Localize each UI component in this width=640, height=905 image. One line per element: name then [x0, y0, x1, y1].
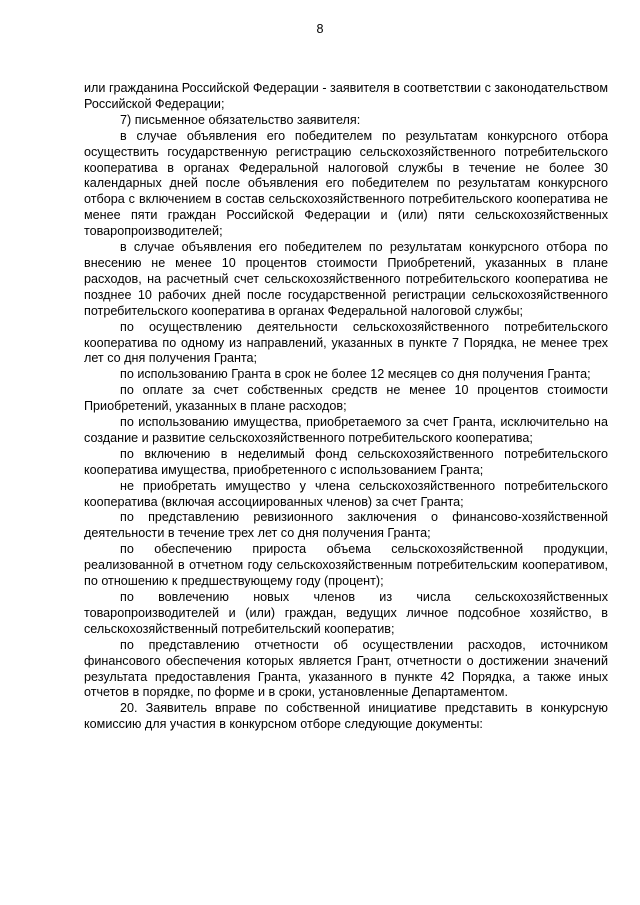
paragraph: 7) письменное обязательство заявителя:: [120, 112, 361, 127]
paragraph: по вовлечению новых членов из числа сельскохозяйственных товаропроизводителей и (или) граждан, ведущих личное подсобное хозяйство, в сельскохозяйственный потребительский кооператив;: [84, 590, 608, 636]
paragraph: по оплате за счет собственных средств не менее 10 процентов стоимости Приобретений, указанных в плане расходов;: [84, 383, 608, 414]
paragraph: по обеспечению прироста объема сельскохозяйственной продукции, реализованной в отчетном году сельскохозяйственным потребительским кооперативом, по отношению к предшествующему году (процент);: [84, 542, 608, 589]
paragraph: по использованию имущества, приобретаемого за счет Гранта, исключительно на создание и развитие сельскохозяйственного потребительского кооператива;: [84, 415, 608, 445]
document-body: [84, 81, 608, 733]
page-number: 8: [316, 22, 324, 36]
paragraph: по представлению отчетности об осуществлении расходов, источником финансового обеспечения которых является Грант, отчетности о достижении значений результата предоставления Гранта, указанного в пункте 42 Порядка, а также иных отчетов в порядке, по форме и в сроки, установленные Департаментом.: [84, 637, 608, 700]
paragraph: или гражданина Российской Федерации - заявителя в соответствии с законодательством Российской Федерации;: [84, 81, 608, 111]
paragraph: по включению в неделимый фонд сельскохозяйственного потребительского кооператива имущества, приобретенного с использованием Гранта;: [84, 446, 608, 477]
paragraph: по использованию Гранта в срок не более 12 месяцев со дня получения Гранта;: [120, 367, 591, 382]
paragraph: в случае объявления его победителем по результатам конкурсного отбора по внесению не менее 10 процентов стоимости Приобретений, указанных в плане расходов, на расчетный счет сельскохозяйственного потребительского кооператива не позднее 10 рабочих дней после государственной регистрации сельскохозяйственного потребительского кооператива в органах Федеральной налоговой службы;: [84, 240, 608, 318]
paragraph: в случае объявления его победителем по результатам конкурсного отбора осуществить государственную регистрацию сельскохозяйственного потребительского кооператива в органах Федеральной налоговой службы в течение не более 30 календарных дней после объявления его победителем по результатам конкурсного отбора с включением в состав сельскохозяйственного потребительского кооператива не менее пяти граждан Российской Федерации и (или) пяти сельскохозяйственных товаропроизводителей;: [84, 128, 608, 239]
paragraph: не приобретать имущество у члена сельскохозяйственного потребительского кооператива (включая ассоциированных членов) за счет Гранта;: [84, 478, 608, 509]
paragraph: по представлению ревизионного заключения о финансово-хозяйственной деятельности в течение трех лет со дня получения Гранта;: [84, 510, 608, 541]
paragraph: 20. Заявитель вправе по собственной инициативе представить в конкурсную комиссию для участия в конкурсном отборе следующие документы:: [84, 701, 608, 732]
paragraph: по осуществлению деятельности сельскохозяйственного потребительского кооператива по одному из направлений, указанных в пункте 7 Порядка, не менее трех лет со дня получения Гранта;: [84, 319, 608, 366]
